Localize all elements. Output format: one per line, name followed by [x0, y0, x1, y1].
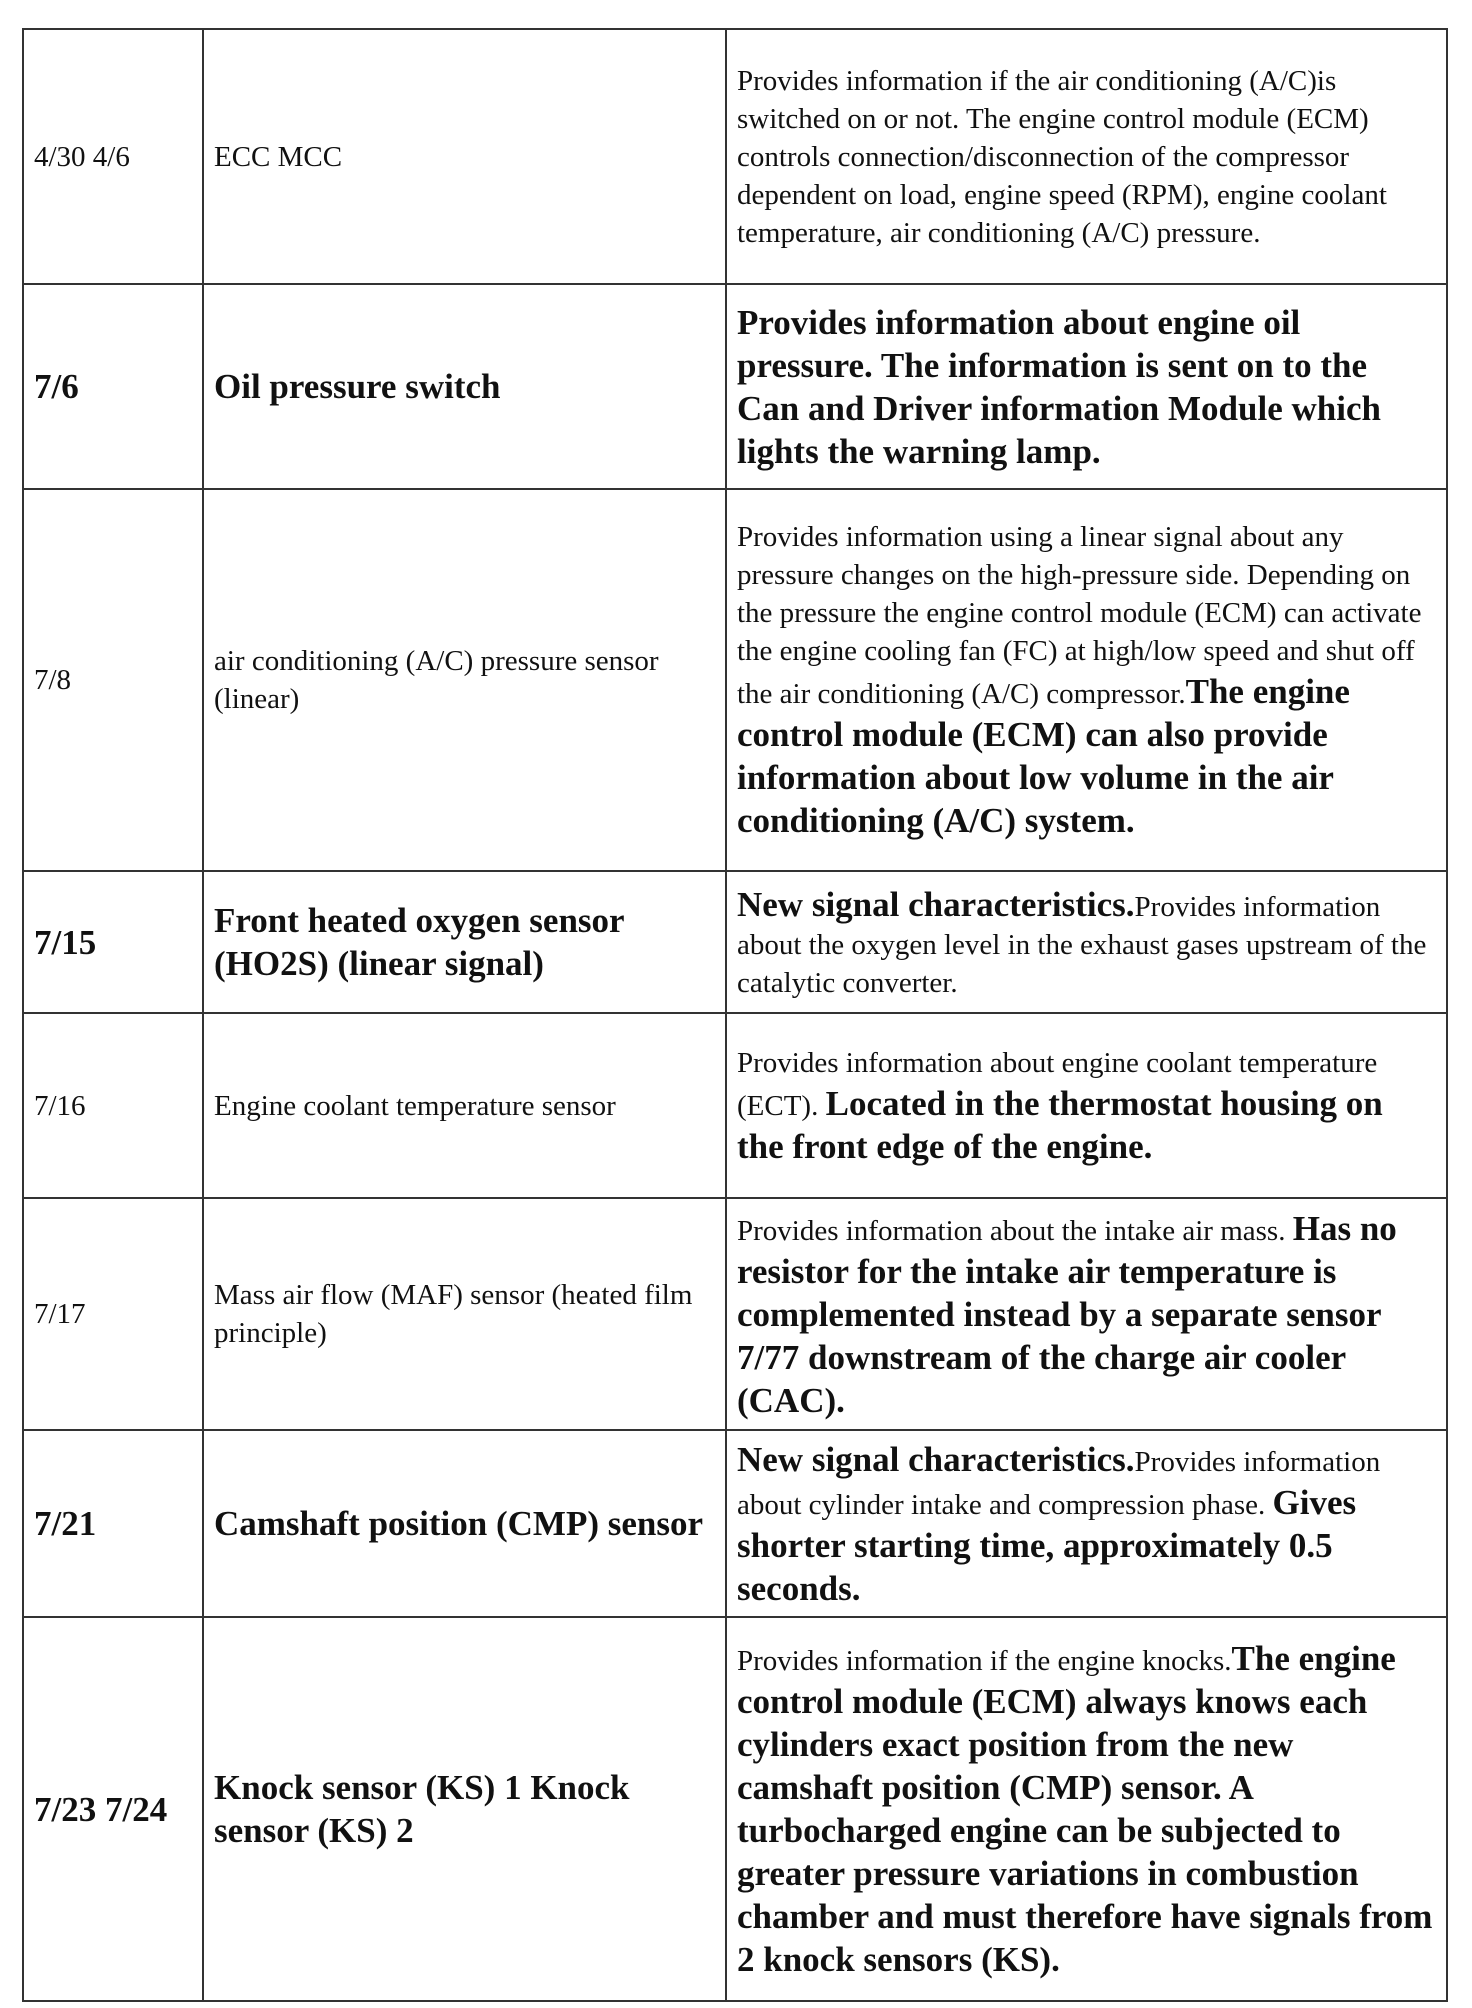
- component-cell: [203, 284, 726, 489]
- component-cell: [203, 871, 726, 1013]
- description-text: Provides information about the intake air mass.: [737, 1214, 1293, 1247]
- pin-number: 7/8: [34, 664, 72, 696]
- description-text: Provides information about engine coolant temperature (ECT).: [737, 1046, 1378, 1122]
- description-cell: [726, 1617, 1447, 2001]
- description-text-bold: New signal characteristics.: [737, 884, 1135, 924]
- pin-cell: [23, 1430, 203, 1617]
- description-text-bold: The engine control module (ECM) can also provide information about low volume in the air conditioning (A/C) system.: [737, 672, 1350, 840]
- description-text-bold: The engine control module (ECM) always knows each cylinders exact position from the new camshaft position (CMP) sensor. A turbocharged engine can be subjected to greater pressure variations in combustion chamber and must therefore have signals from 2 knock sensors (KS).: [737, 1639, 1433, 1979]
- component-name: ECC MCC: [214, 140, 343, 173]
- table-row: [23, 871, 1447, 1013]
- description-cell: [726, 1430, 1447, 1617]
- description-text: Provides information if the air conditioning (A/C)is switched on or not. The engine control module (ECM) controls connection/disconnection of the compressor dependent on load, engine speed (RPM), engine coolant temperature, air conditioning (A/C) pressure.: [737, 64, 1387, 249]
- component-name: Oil pressure switch: [214, 367, 501, 406]
- component-name: Engine coolant temperature sensor: [214, 1089, 616, 1122]
- description-cell: [726, 871, 1447, 1013]
- table-row: [23, 1198, 1447, 1430]
- pin-number: 7/16: [34, 1089, 86, 1122]
- pin-cell: [23, 871, 203, 1013]
- description-text: Provides information about the oxygen level in the exhaust gases upstream of the catalytic converter.: [737, 890, 1427, 999]
- component-cell: [203, 29, 726, 284]
- table-row: [23, 489, 1447, 871]
- component-name: Camshaft position (CMP) sensor: [214, 1504, 704, 1543]
- description-text-bold: Located in the thermostat housing on the front edge of the engine.: [737, 1083, 1383, 1166]
- table-row: [23, 284, 1447, 489]
- description-cell: [726, 489, 1447, 871]
- description-text: Provides information using a linear signal about any pressure changes on the high-pressure side. Depending on the pressure the engine control module (ECM) can activate the engine cooling fan (FC) at high/low speed and shut off the air conditioning (A/C) compressor.: [737, 521, 1422, 710]
- pin-number: 4/30 4/6: [34, 140, 130, 173]
- description-text-bold: Gives shorter starting time, approximately 0.5 seconds.: [737, 1482, 1357, 1608]
- component-table: [22, 28, 1448, 2002]
- pin-cell: [23, 489, 203, 871]
- description-cell: [726, 1013, 1447, 1198]
- description-text: Provides information about cylinder intake and compression phase.: [737, 1445, 1381, 1521]
- document-page: [22, 28, 1446, 2002]
- pin-cell: [23, 1617, 203, 2001]
- component-name: Knock sensor (KS) 1 Knock sensor (KS) 2: [214, 1768, 630, 1850]
- pin-number: 7/17: [34, 1298, 86, 1330]
- component-name: Mass air flow (MAF) sensor (heated film principle): [214, 1279, 693, 1349]
- component-name: Front heated oxygen sensor (HO2S) (linear signal): [214, 901, 624, 983]
- pin-number: 7/23 7/24: [34, 1789, 168, 1829]
- component-cell: [203, 1198, 726, 1430]
- description-text-bold: Provides information about engine oil pressure. The information is sent on to the Can and Driver information Module which lights the warning lamp.: [737, 302, 1381, 471]
- description-text-bold: Has no resistor for the intake air temperature is complemented instead by a separate sensor 7/77 downstream of the charge air cooler (CAC).: [737, 1208, 1397, 1420]
- description-text: Provides information if the engine knocks.: [737, 1645, 1232, 1677]
- table-row: [23, 1013, 1447, 1198]
- pin-cell: [23, 1013, 203, 1198]
- component-cell: [203, 489, 726, 871]
- table-row: [23, 1617, 1447, 2001]
- pin-number: 7/15: [34, 922, 97, 962]
- table-row: [23, 29, 1447, 284]
- component-cell: [203, 1013, 726, 1198]
- table-row: [23, 1430, 1447, 1617]
- component-cell: [203, 1617, 726, 2001]
- description-text-bold: New signal characteristics.: [737, 1439, 1135, 1479]
- pin-number: 7/6: [34, 367, 79, 406]
- description-cell: [726, 1198, 1447, 1430]
- component-name: air conditioning (A/C) pressure sensor (linear): [214, 645, 659, 715]
- pin-number: 7/21: [34, 1504, 97, 1543]
- pin-cell: [23, 1198, 203, 1430]
- pin-cell: [23, 29, 203, 284]
- description-cell: [726, 29, 1447, 284]
- component-cell: [203, 1430, 726, 1617]
- description-cell: [726, 284, 1447, 489]
- pin-cell: [23, 284, 203, 489]
